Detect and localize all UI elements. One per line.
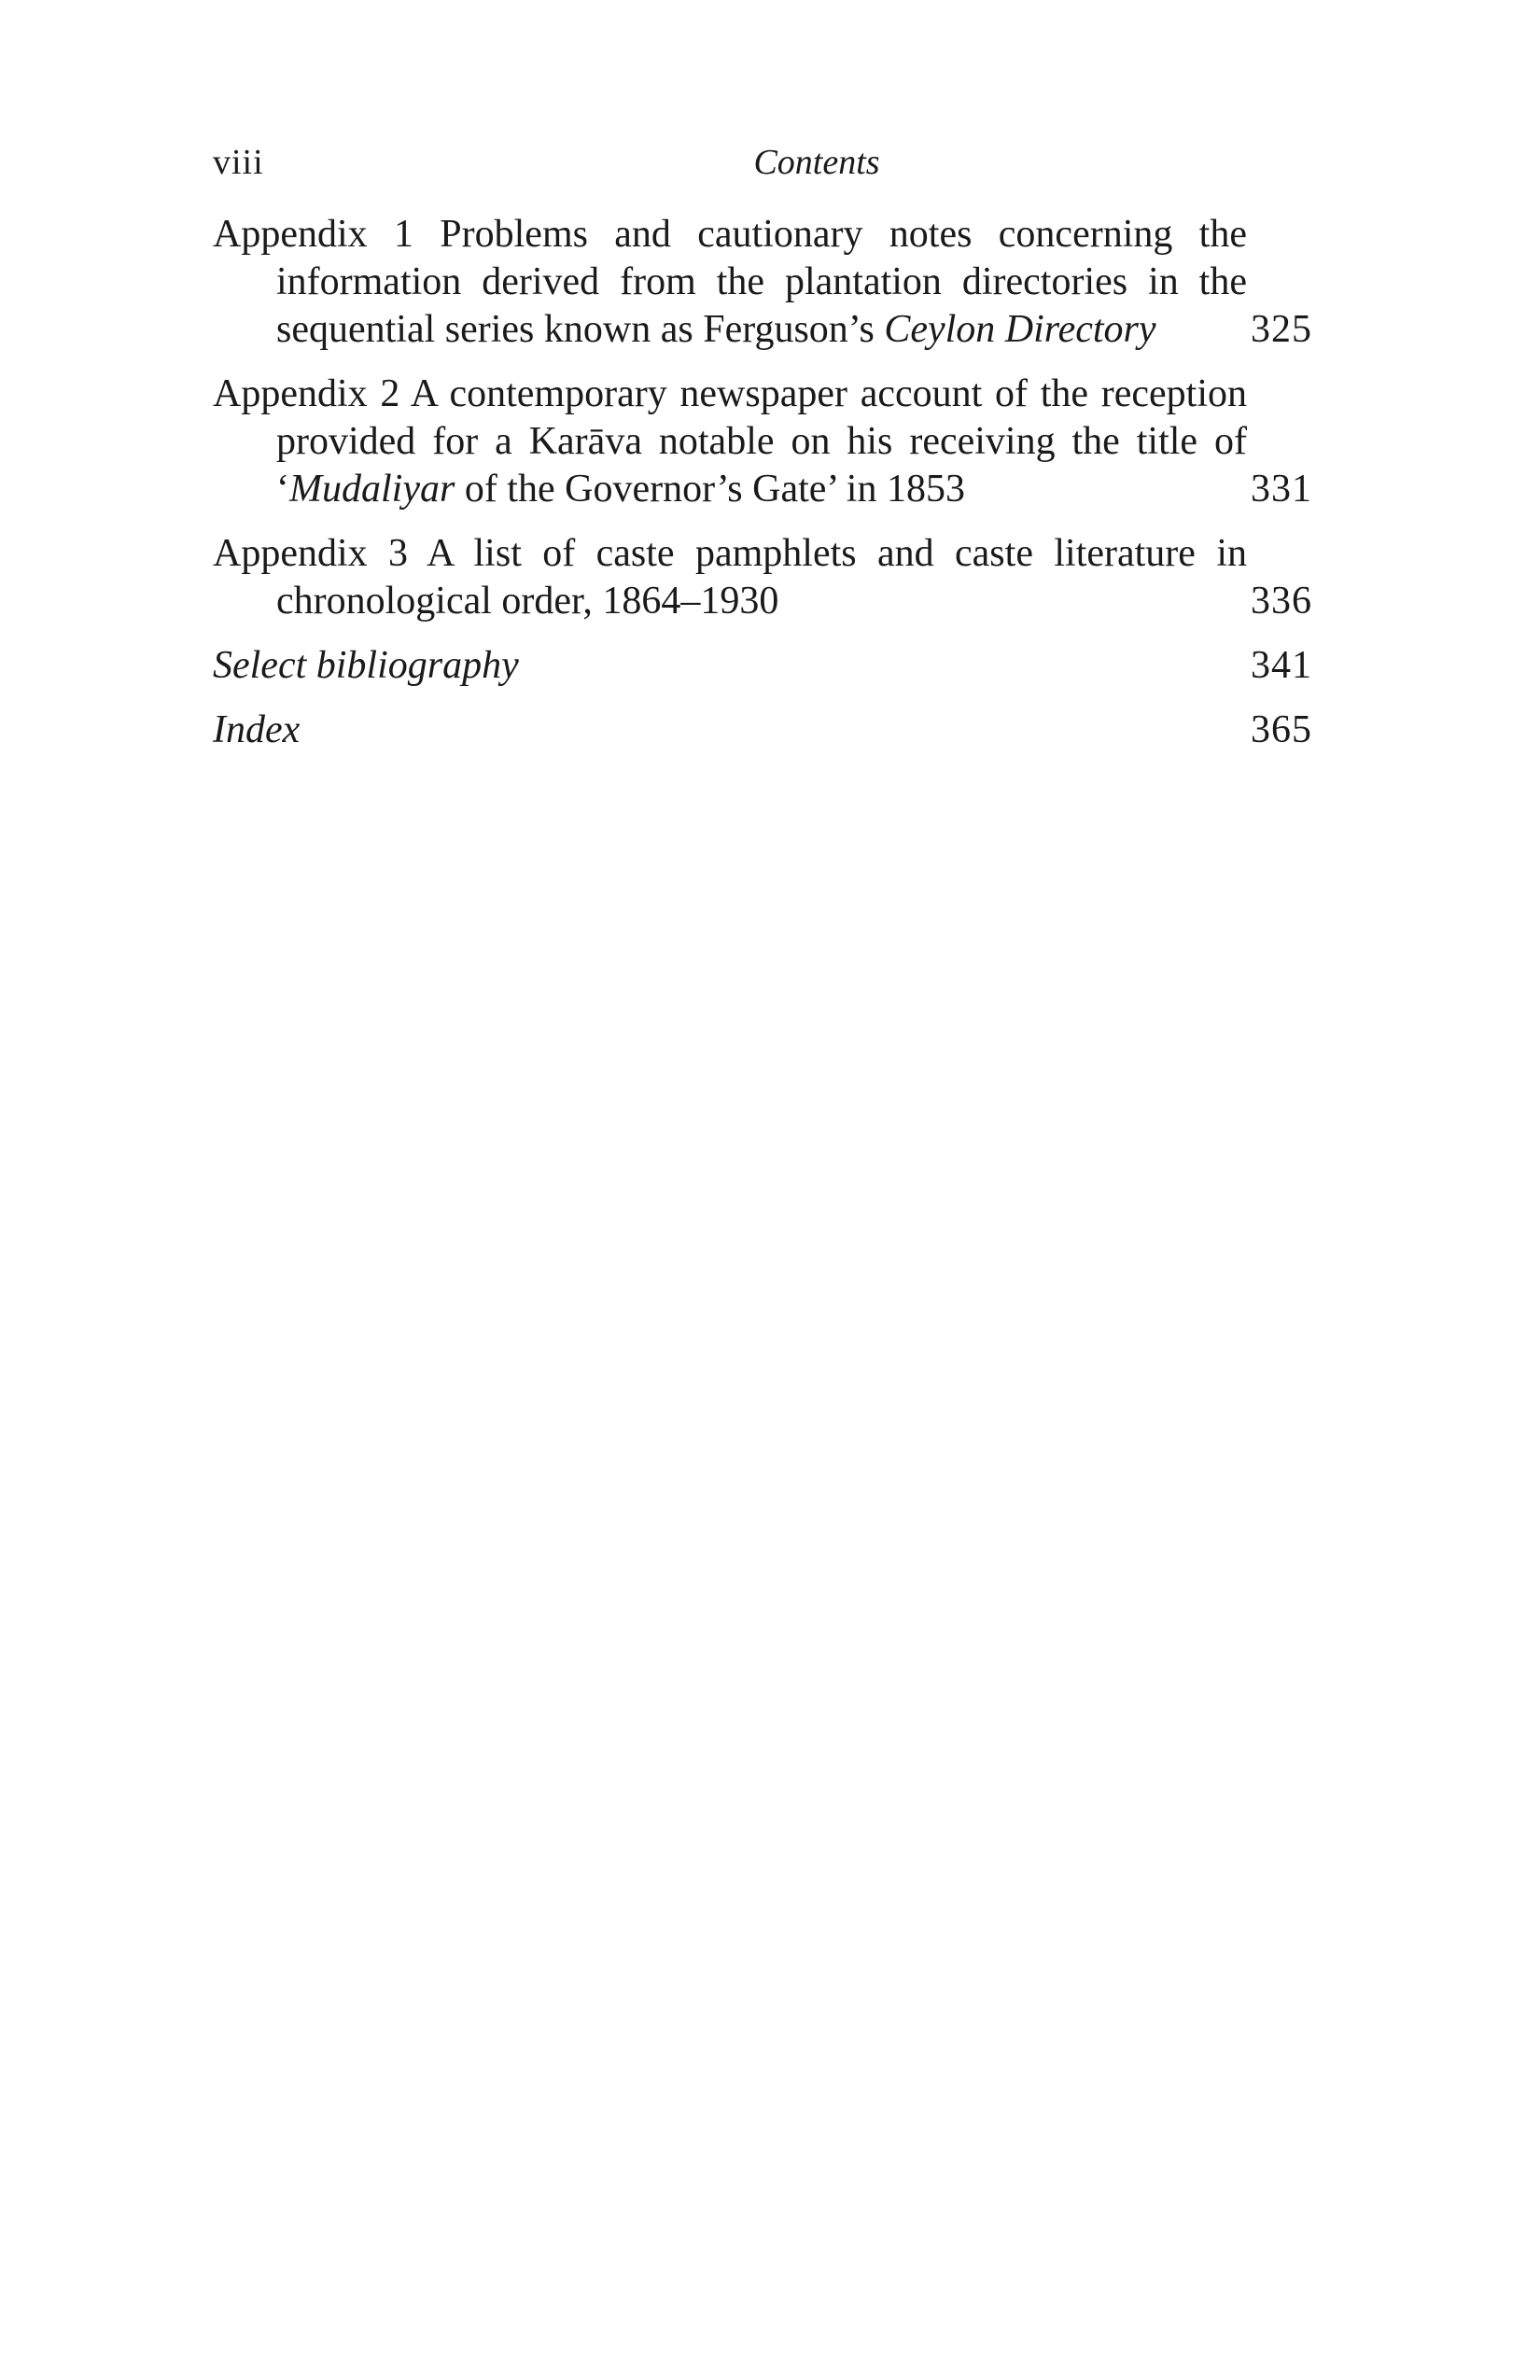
toc-entry-title-part: of the Governor’s Gate’ in 1853 <box>455 468 965 511</box>
toc-entry-page-number: 365 <box>1251 708 1312 751</box>
toc-entry-appendix-2 <box>213 371 1312 513</box>
toc-entry-title-italic: Select bibliography <box>213 644 519 687</box>
toc-entry-title <box>213 642 1247 690</box>
toc-entry-page-number: 341 <box>1251 644 1312 687</box>
page-header <box>213 142 1312 198</box>
toc-entry-title-part: Appendix 3 A list of caste pamphlets and caste literature in chronological order, 1864–1930 <box>213 532 1247 623</box>
toc-entry-appendix-1 <box>213 211 1312 354</box>
toc-entry-appendix-3 <box>213 530 1312 625</box>
toc-entry-title <box>213 530 1247 625</box>
toc-entry-title-part: Appendix 1 Problems and cautionary notes concerning the information derived from the plantation directories in the sequential series known as Ferguson’s <box>213 213 1247 351</box>
toc-entry-title-italic: Index <box>213 708 301 751</box>
toc-entry-title-part: Appendix 2 A contemporary newspaper account of the reception provided for a Karāva notable on his receiving the title of ‘ <box>213 372 1247 511</box>
toc-entry-title-italic: Mudaliyar <box>289 468 455 511</box>
toc-entry-title <box>213 707 1247 754</box>
running-title: Contents <box>753 143 880 182</box>
toc-entry-select-bibliography <box>213 642 1312 690</box>
toc-entry-title <box>213 211 1247 354</box>
toc-entry-page-number: 331 <box>1251 468 1312 511</box>
toc-entry-page-number: 325 <box>1251 308 1312 351</box>
table-of-contents <box>213 211 1312 754</box>
toc-entry-page-number: 336 <box>1251 580 1312 623</box>
toc-entry-title-italic: Ceylon Directory <box>884 308 1156 351</box>
page-number: viii <box>213 143 264 182</box>
toc-entry-index <box>213 707 1312 754</box>
toc-entry-title <box>213 371 1247 513</box>
